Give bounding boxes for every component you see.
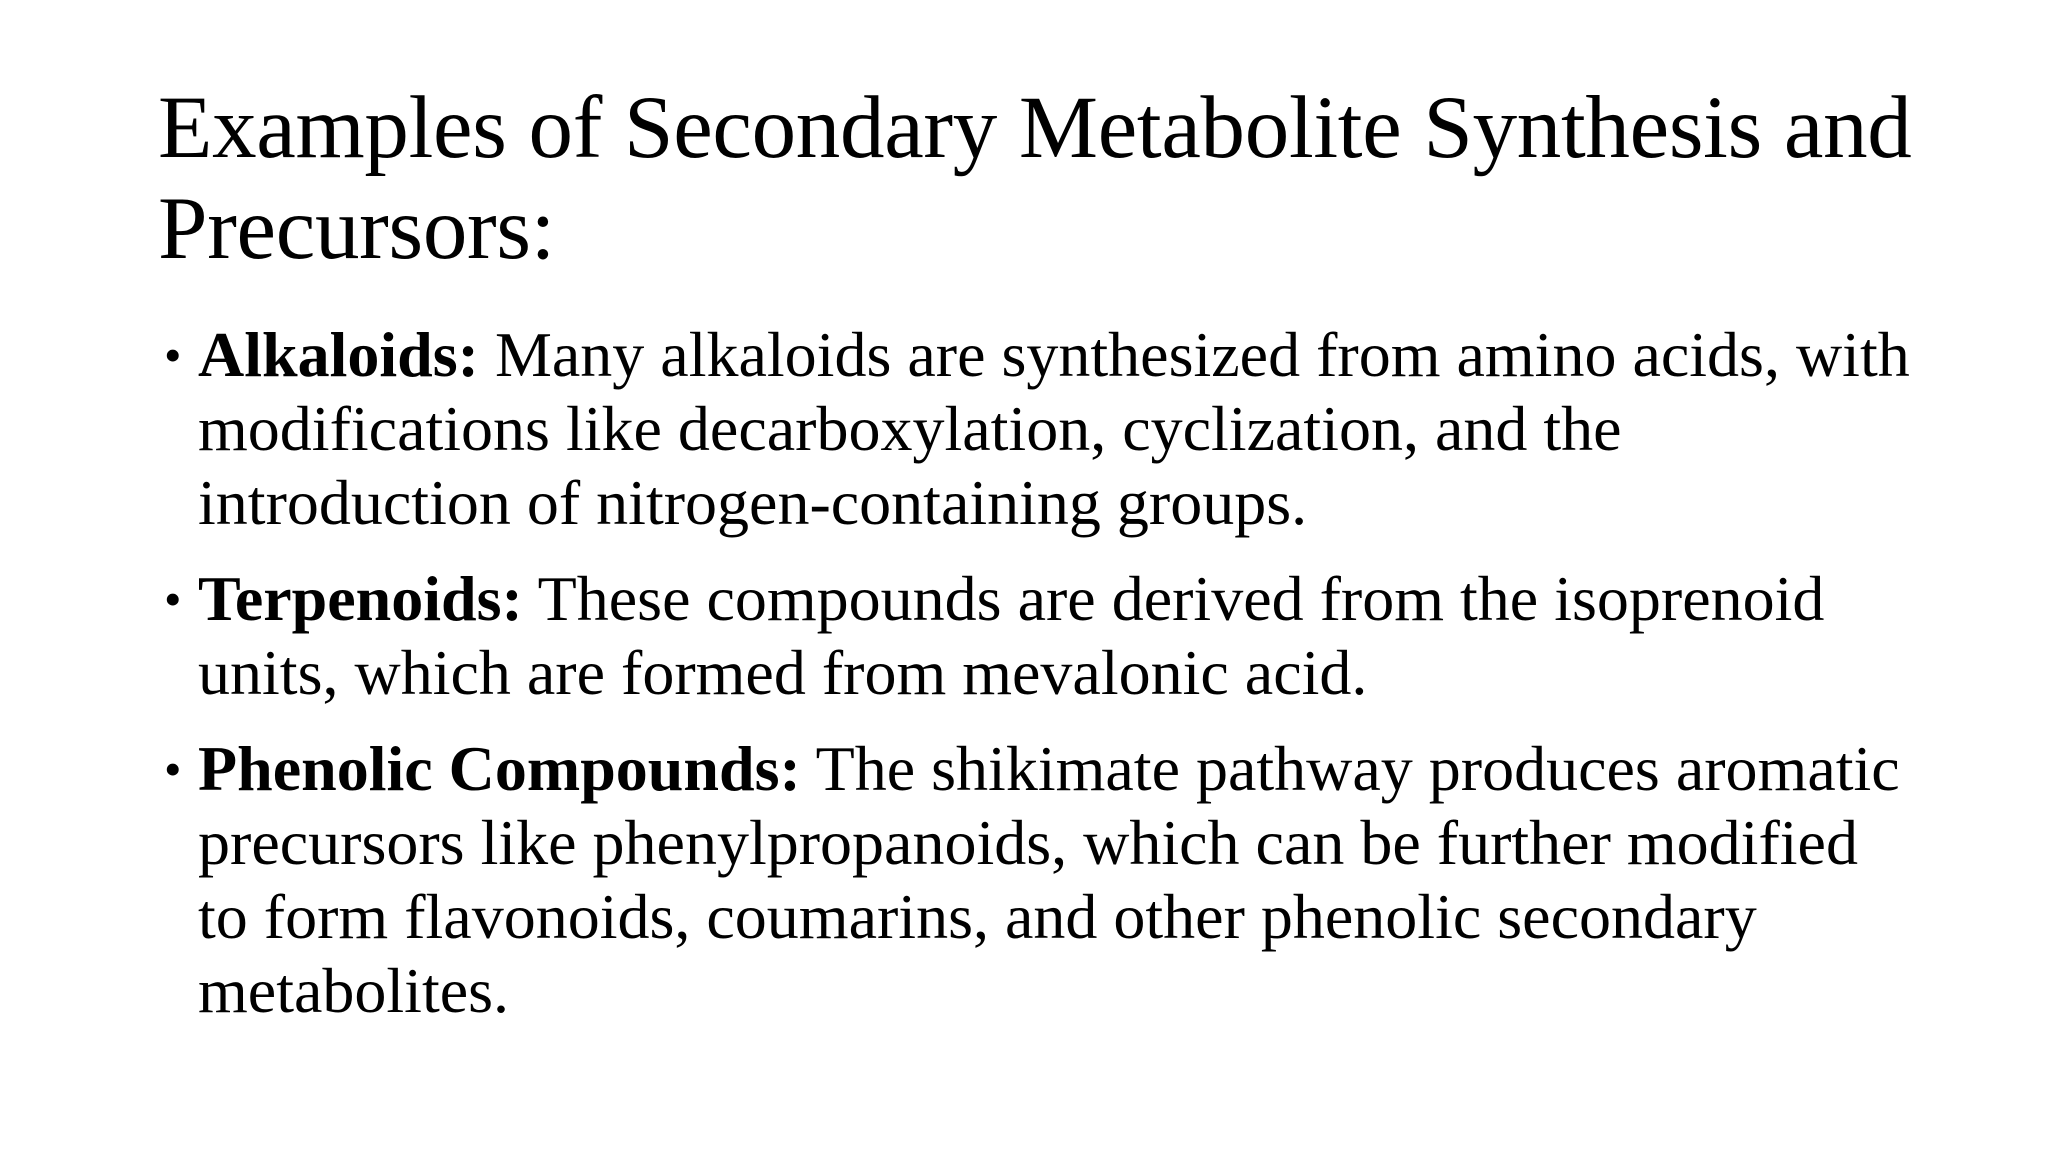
bullet-text-phenolic-compounds: The shikimate pathway produces aromatic precursors like phenylpropanoids, which can be further modified to form flavonoids, coumarins, and other phenolic secondary metabolites.: [198, 733, 1900, 1026]
bullet-icon: •: [164, 327, 182, 383]
bullet-item-alkaloids: [158, 318, 1918, 540]
bullet-icon: •: [164, 571, 182, 627]
bullet-term-phenolic-compounds: Phenolic Compounds:: [198, 733, 801, 804]
bullet-item-phenolic-compounds: [158, 732, 1918, 1028]
bullet-list: [158, 318, 1918, 1050]
bullet-item-terpenoids: [158, 562, 1918, 710]
bullet-term-terpenoids: Terpenoids:: [198, 563, 523, 634]
bullet-text-alkaloids: Many alkaloids are synthesized from amino acids, with modifications like decarboxylation, cyclization, and the introduction of nitrogen-containing groups.: [198, 319, 1910, 538]
slide-title: Examples of Secondary Metabolite Synthesis and Precursors:: [158, 79, 1912, 278]
bullet-term-alkaloids: Alkaloids:: [198, 319, 479, 390]
bullet-icon: •: [164, 741, 182, 797]
bullet-text-terpenoids: These compounds are derived from the isoprenoid units, which are formed from mevalonic acid.: [198, 563, 1825, 708]
